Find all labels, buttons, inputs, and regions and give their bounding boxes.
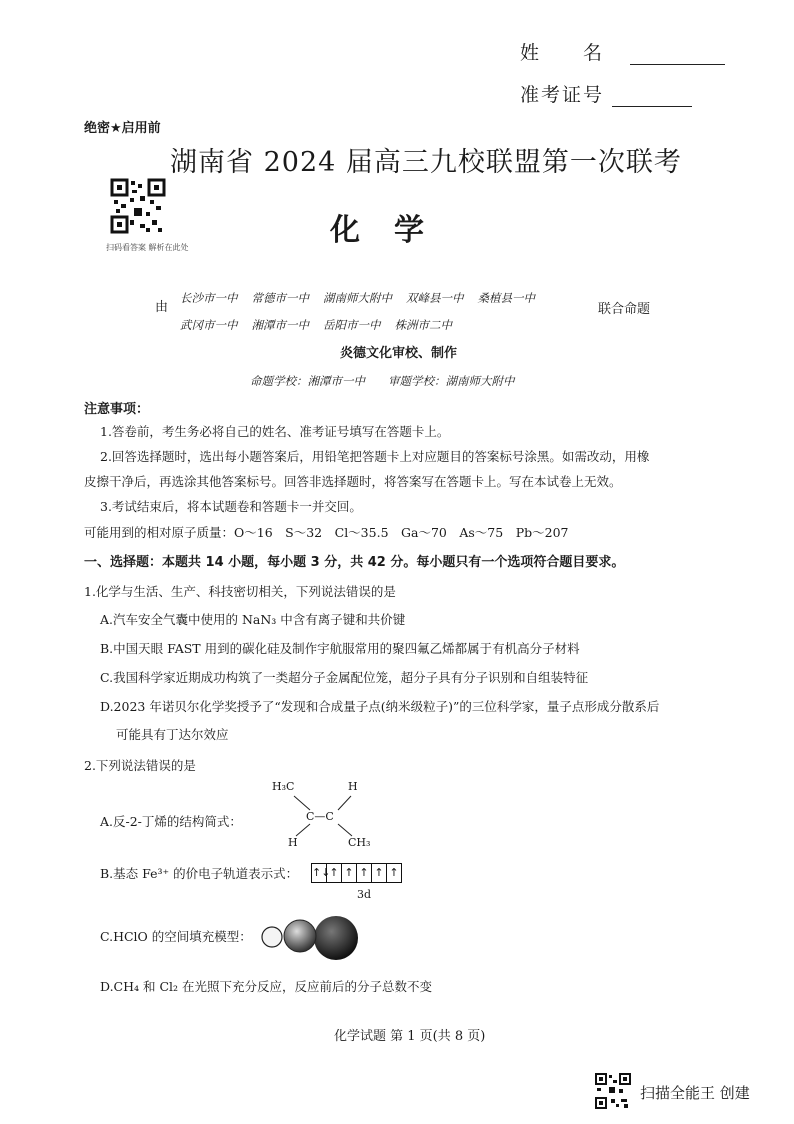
name-blank: [630, 46, 725, 65]
school-item: 长沙市一中: [180, 291, 238, 305]
setter-label: 命题学校：湘潭市一中 审题学校：湖南师大附中: [250, 374, 515, 388]
hclo-model-icon: [258, 914, 362, 962]
ticket-field: [520, 80, 692, 107]
struct-tr: H: [348, 780, 358, 793]
struct-center: C—C: [306, 810, 334, 823]
q2-option-a: A.反-2-丁烯的结构简式：: [100, 814, 242, 829]
notice-item-3: 3.考试结束后，将本试题卷和答题卡一并交回。: [100, 499, 362, 514]
notice-item-2: 2.回答选择题时，选出每小题答案后，用铅笔把答题卡上对应题目的答案标号涂黑。如需改动，用橡: [100, 449, 650, 464]
notice-heading: 注意事项：: [84, 402, 150, 417]
name-label: 姓 名: [520, 42, 605, 64]
joint-label: 联合命题: [598, 302, 651, 317]
q1-option-d: D.2023 年诺贝尔化学奖授予了“发现和合成量子点(纳米级粒子)”的三位科学家，量子点形成分散系后: [100, 699, 660, 714]
school-item: 常德市一中: [251, 291, 309, 305]
struct-br: CH₃: [348, 836, 371, 849]
school-item: 湖南师大附中: [323, 291, 392, 305]
scanner-qr-icon: [595, 1073, 631, 1109]
q1-option-a: A.汽车安全气囊中使用的 NaN₃ 中含有离子键和共价键: [100, 612, 406, 627]
struct-bl: H: [288, 836, 298, 849]
maker-label: 炎德文化审校、制作: [340, 346, 458, 361]
school-item: 岳阳市一中: [323, 318, 381, 332]
scanner-watermark: 扫描全能王 创建: [640, 1084, 750, 1102]
q2-option-d: D.CH₄ 和 Cl₂ 在光照下充分反应，反应前后的分子总数不变: [100, 979, 433, 994]
orbital-box: ↑↓: [311, 863, 327, 883]
q1-option-c: C.我国科学家近期成功构筑了一类超分子金属配位笼，超分子具有分子识别和自组装特征: [100, 670, 589, 685]
notice-item-2-cont: 皮擦干净后，再选涂其他答案标号。回答非选择题时，将答案写在答题卡上。写在本试卷上无效。: [84, 474, 622, 489]
ticket-label: 准考证号: [520, 84, 605, 106]
qr-caption: 扫码看答案 解析在此处: [106, 243, 189, 252]
exam-title: 湖南省 2024 届高三九校联盟第一次联考: [170, 147, 682, 178]
ticket-blank: [612, 88, 692, 107]
atomic-masses: 可能用到的相对原子质量：O～16 S～32 Cl～35.5 Ga～70 As～75 Pb～207: [84, 525, 569, 540]
q2-stem: 2.下列说法错误的是: [84, 758, 196, 773]
school-item: 武冈市一中: [180, 318, 238, 332]
q1-option-d-cont: 可能具有丁达尔效应: [116, 727, 229, 742]
orbital-box: ↑: [356, 863, 372, 883]
orbital-box: ↑: [371, 863, 387, 883]
q2-option-c: C.HClO 的空间填充模型：: [100, 929, 252, 944]
orbital-label: 3d: [357, 888, 372, 901]
q1-option-b: B.中国天眼 FAST 用到的碳化硅及制作宇航服常用的聚四氟乙烯都属于有机高分子材料: [100, 641, 580, 656]
school-item: 桑植县一中: [477, 291, 535, 305]
school-list: [180, 285, 600, 339]
school-item: 株洲市二中: [394, 318, 452, 332]
section-heading: 一、选择题：本题共 14 小题，每小题 3 分，共 42 分。每小题只有一个选项符合题目要求。: [84, 555, 625, 570]
orbital-box: ↑: [386, 863, 402, 883]
page-footer: 化学试题 第 1 页(共 8 页): [334, 1029, 486, 1044]
organizer-by: 由: [155, 300, 169, 315]
qr-code-icon: [110, 178, 166, 234]
orbital-box: ↑: [326, 863, 342, 883]
q1-stem: 1.化学与生活、生产、科技密切相关，下列说法错误的是: [84, 584, 396, 599]
notice-item-1: 1.答卷前，考生务必将自己的姓名、准考证号填写在答题卡上。: [100, 424, 450, 439]
school-item: 双峰县一中: [406, 291, 464, 305]
struct-tl: H₃C: [272, 780, 295, 793]
secret-mark: 绝密★启用前: [84, 121, 161, 136]
name-field: [520, 38, 725, 65]
q2-option-b: B.基态 Fe³⁺ 的价电子轨道表示式：: [100, 866, 299, 881]
subject-title: 化学: [330, 213, 458, 248]
butene-structure: [272, 780, 392, 850]
orbital-box: ↑: [341, 863, 357, 883]
school-item: 湘潭市一中: [251, 318, 309, 332]
orbital-diagram: [311, 861, 401, 883]
